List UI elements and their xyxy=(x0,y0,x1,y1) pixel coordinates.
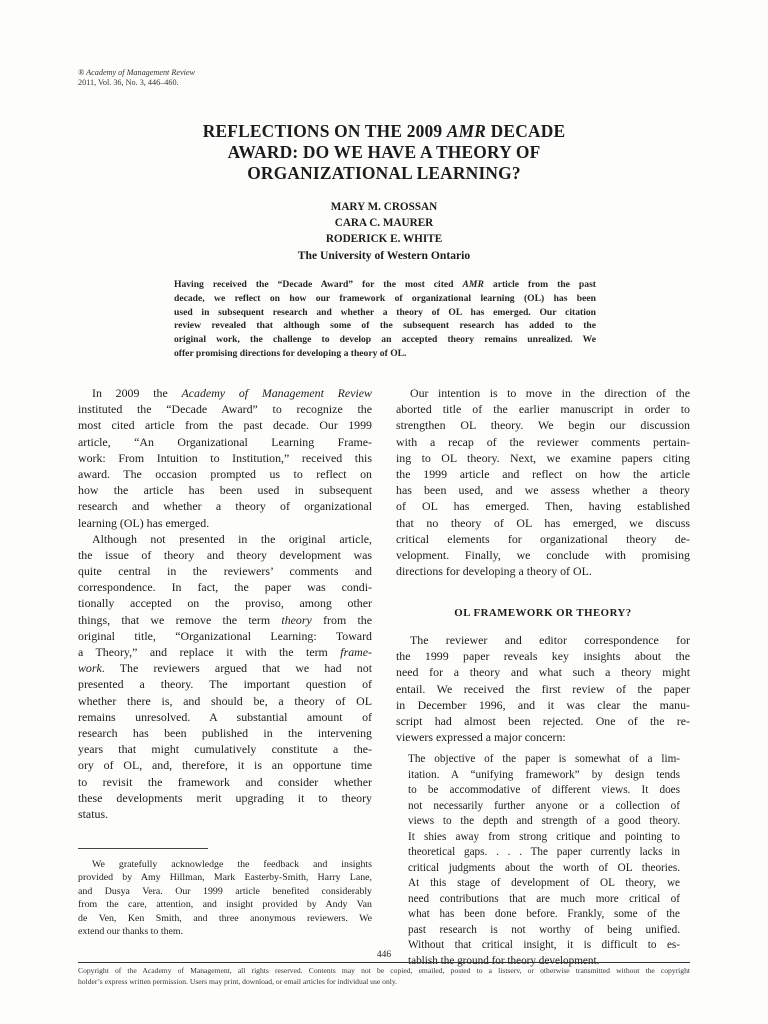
body-line: work: From Intuition to Institution,” received this xyxy=(78,450,372,465)
quote-line: Without that critical insight, it is difficult to es- xyxy=(408,939,680,951)
body-line: status. xyxy=(78,806,109,821)
body-line: whether there is, and should be, a theory of OL xyxy=(78,693,372,708)
quote-line: The objective of the paper is somewhat of a lim- xyxy=(408,753,680,765)
volume-info: 2011, Vol. 36, No. 3, 446–460. xyxy=(78,78,179,87)
quote-line: critical judgments about the worth of OL theories. xyxy=(408,861,680,874)
copyright-line: Copyright of the Academy of Management, all rights reserved. Contents may not be copied, emailed, posted to a listserv, or otherwise transmitted without the copyright xyxy=(78,966,690,975)
right-column xyxy=(396,385,690,579)
body-line: award. The occasion prompted us to reflect on xyxy=(78,466,372,481)
body-line: years that might cumulatively constitute a the- xyxy=(78,742,372,757)
body-line: how the article has been used in subsequent xyxy=(78,483,372,498)
quote-line: It shies away from strong critique and pointing to xyxy=(408,830,680,843)
body-line: velopment. Finally, we conclude with promising xyxy=(396,547,690,562)
abstract xyxy=(174,278,596,361)
body-line: in December 1996, and it was clear the manu- xyxy=(396,697,690,712)
footnote-line: extend our thanks to them. xyxy=(78,925,184,937)
body-line: research and whether a theory of organizational xyxy=(78,499,372,514)
section-heading: OL FRAMEWORK OR THEORY? xyxy=(454,607,632,619)
body-line: Our intention is to move in the direction of the xyxy=(410,386,690,400)
body-line: the 1999 article and reflect on how the article xyxy=(396,466,690,481)
quote-line: not necessarily further anyone or a collection of xyxy=(408,799,680,812)
body-line: has been used, and we assess whether a theory xyxy=(396,483,690,498)
body-line: instituted the “Decade Award” to recognize the xyxy=(78,402,372,417)
body-line: Although not presented in the original article, xyxy=(92,531,372,546)
footnote-line: de Ven, Ken Smith, and three anonymous reviewers. We xyxy=(78,912,372,924)
footnote xyxy=(78,858,372,938)
quote-line: past research is not worthy of being unified. xyxy=(408,923,680,936)
body-line: the issue of theory and theory development was xyxy=(78,547,372,562)
right-column-continued xyxy=(396,632,690,745)
author-name: RODERICK E. WHITE xyxy=(325,233,443,246)
journal-name: ® Academy of Management Review xyxy=(78,68,196,77)
quote-line: what has been done before. Frankly, some of the xyxy=(408,908,680,920)
body-line: quite central in the reviewers’ comments and xyxy=(78,564,372,579)
body-line: ing to OL theory. Next, we examine papers citing xyxy=(396,450,690,465)
quote-line: At this stage of development of OL theory, we xyxy=(408,877,680,889)
body-line: with a recap of the reviewer comments pertain- xyxy=(396,434,690,449)
title-line-3: ORGANIZATIONAL LEARNING? xyxy=(247,163,521,183)
quote-line: theoretical gaps. . . . The paper currently lacks in xyxy=(408,846,680,858)
body-line: entail. We received the first review of the paper xyxy=(396,681,690,696)
body-line: learning (OL) has emerged. xyxy=(78,515,210,530)
copyright-line: holder’s express written permission. Users may print, download, or email articles for individual use only. xyxy=(78,977,398,986)
abstract-line: used in subsequent research and whether a theory of OL has emerged. Our citation xyxy=(174,306,596,318)
author-block xyxy=(200,199,568,264)
body-line: that no theory of OL has emerged, we discuss xyxy=(396,515,690,530)
footnote-line: provided by Amy Hillman, Mark Easterby-Smith, Harry Lane, xyxy=(78,872,372,884)
author-name: MARY M. CROSSAN xyxy=(330,201,438,213)
footnote-line: We gratefully acknowledge the feedback and insights xyxy=(92,859,372,870)
bottom-divider xyxy=(78,962,690,963)
quote-line: tablish the ground for theory development. xyxy=(408,954,600,967)
title-line-2: AWARD: DO WE HAVE A THEORY OF xyxy=(227,142,541,162)
page-number: 446 xyxy=(376,950,392,960)
body-line: things, that we remove the term theory from the xyxy=(78,612,372,627)
body-line: remains unresolved. A substantial amount of xyxy=(78,709,372,724)
article-title xyxy=(120,121,648,184)
body-line: to revisit the framework and consider whether xyxy=(78,774,372,789)
journal-header xyxy=(78,68,195,88)
body-line: article, “An Organizational Learning Frame- xyxy=(78,434,372,449)
body-line: directions for developing a theory of OL. xyxy=(396,564,592,579)
footnote-line: from the care, attention, and insight provided by Andy Van xyxy=(78,899,372,911)
body-line: presented a theory. The important question of xyxy=(78,677,372,692)
abstract-line: Having received the “Decade Award” for the most cited AMR article from the past xyxy=(174,279,596,290)
body-line: the 1999 paper reveals key insights about the xyxy=(396,649,690,664)
body-line: tionally accepted on the proviso, among other xyxy=(78,596,372,611)
block-quote xyxy=(408,752,680,969)
body-line: research has been published in the intervening xyxy=(78,725,372,740)
body-line: viewers expressed a major concern: xyxy=(396,730,566,745)
abstract-line: original work, the challenge to develop an accepted theory remains unrealized. We xyxy=(174,334,596,346)
quote-line: to be accommodative of different views. It does xyxy=(408,784,680,796)
title-line-1: REFLECTIONS ON THE 2009 AMR DECADE xyxy=(202,121,566,141)
body-line: strengthen OL theory. We begin our discussion xyxy=(396,418,690,433)
body-line: these developments merit upgrading it to theory xyxy=(78,790,372,805)
body-line: original title, “Organizational Learning: Toward xyxy=(78,628,372,643)
body-line: of OL has emerged. Then, having established xyxy=(396,499,690,514)
quote-line: itation. A “unifying framework” by design tends xyxy=(408,768,680,781)
footnote-divider xyxy=(78,848,208,849)
author-name: CARA C. MAURER xyxy=(334,217,434,230)
quote-line: need contributions that are much more critical of xyxy=(408,892,680,905)
body-line: work. The reviewers argued that we had not xyxy=(78,661,372,676)
body-line: need for a theory and what such a theory might xyxy=(396,665,690,680)
copyright-notice xyxy=(78,965,690,987)
quote-line: views to the depth and strength of a good theory. xyxy=(408,815,680,827)
author-affiliation: The University of Western Ontario xyxy=(297,248,471,262)
abstract-line: decade, we reflect on how our framework of organizational learning (OL) has been xyxy=(174,292,596,304)
body-line: The reviewer and editor correspondence for xyxy=(410,633,690,647)
body-line: ory of OL, and, therefore, it is an opportune time xyxy=(78,758,372,773)
body-line: most cited article from the past decade. Our 1999 xyxy=(78,418,372,433)
left-column xyxy=(78,385,372,822)
abstract-line: offer promising directions for developing a theory of OL. xyxy=(174,347,407,359)
abstract-line: review revealed that although some of the subsequent research has added to the xyxy=(174,320,596,332)
body-line: a Theory,” and replace it with the term frame- xyxy=(78,645,372,659)
body-line: correspondence. In fact, the paper was condi- xyxy=(78,580,372,595)
body-line: aborted title of the earlier manuscript in order to xyxy=(396,402,690,417)
footnote-line: and Dusya Vera. Our 1999 article benefited considerably xyxy=(78,885,372,897)
body-line: critical elements for organizational theory de- xyxy=(396,531,690,546)
body-line: script had almost been rejected. One of the re- xyxy=(396,713,690,728)
body-line: In 2009 the Academy of Management Review xyxy=(92,386,372,400)
